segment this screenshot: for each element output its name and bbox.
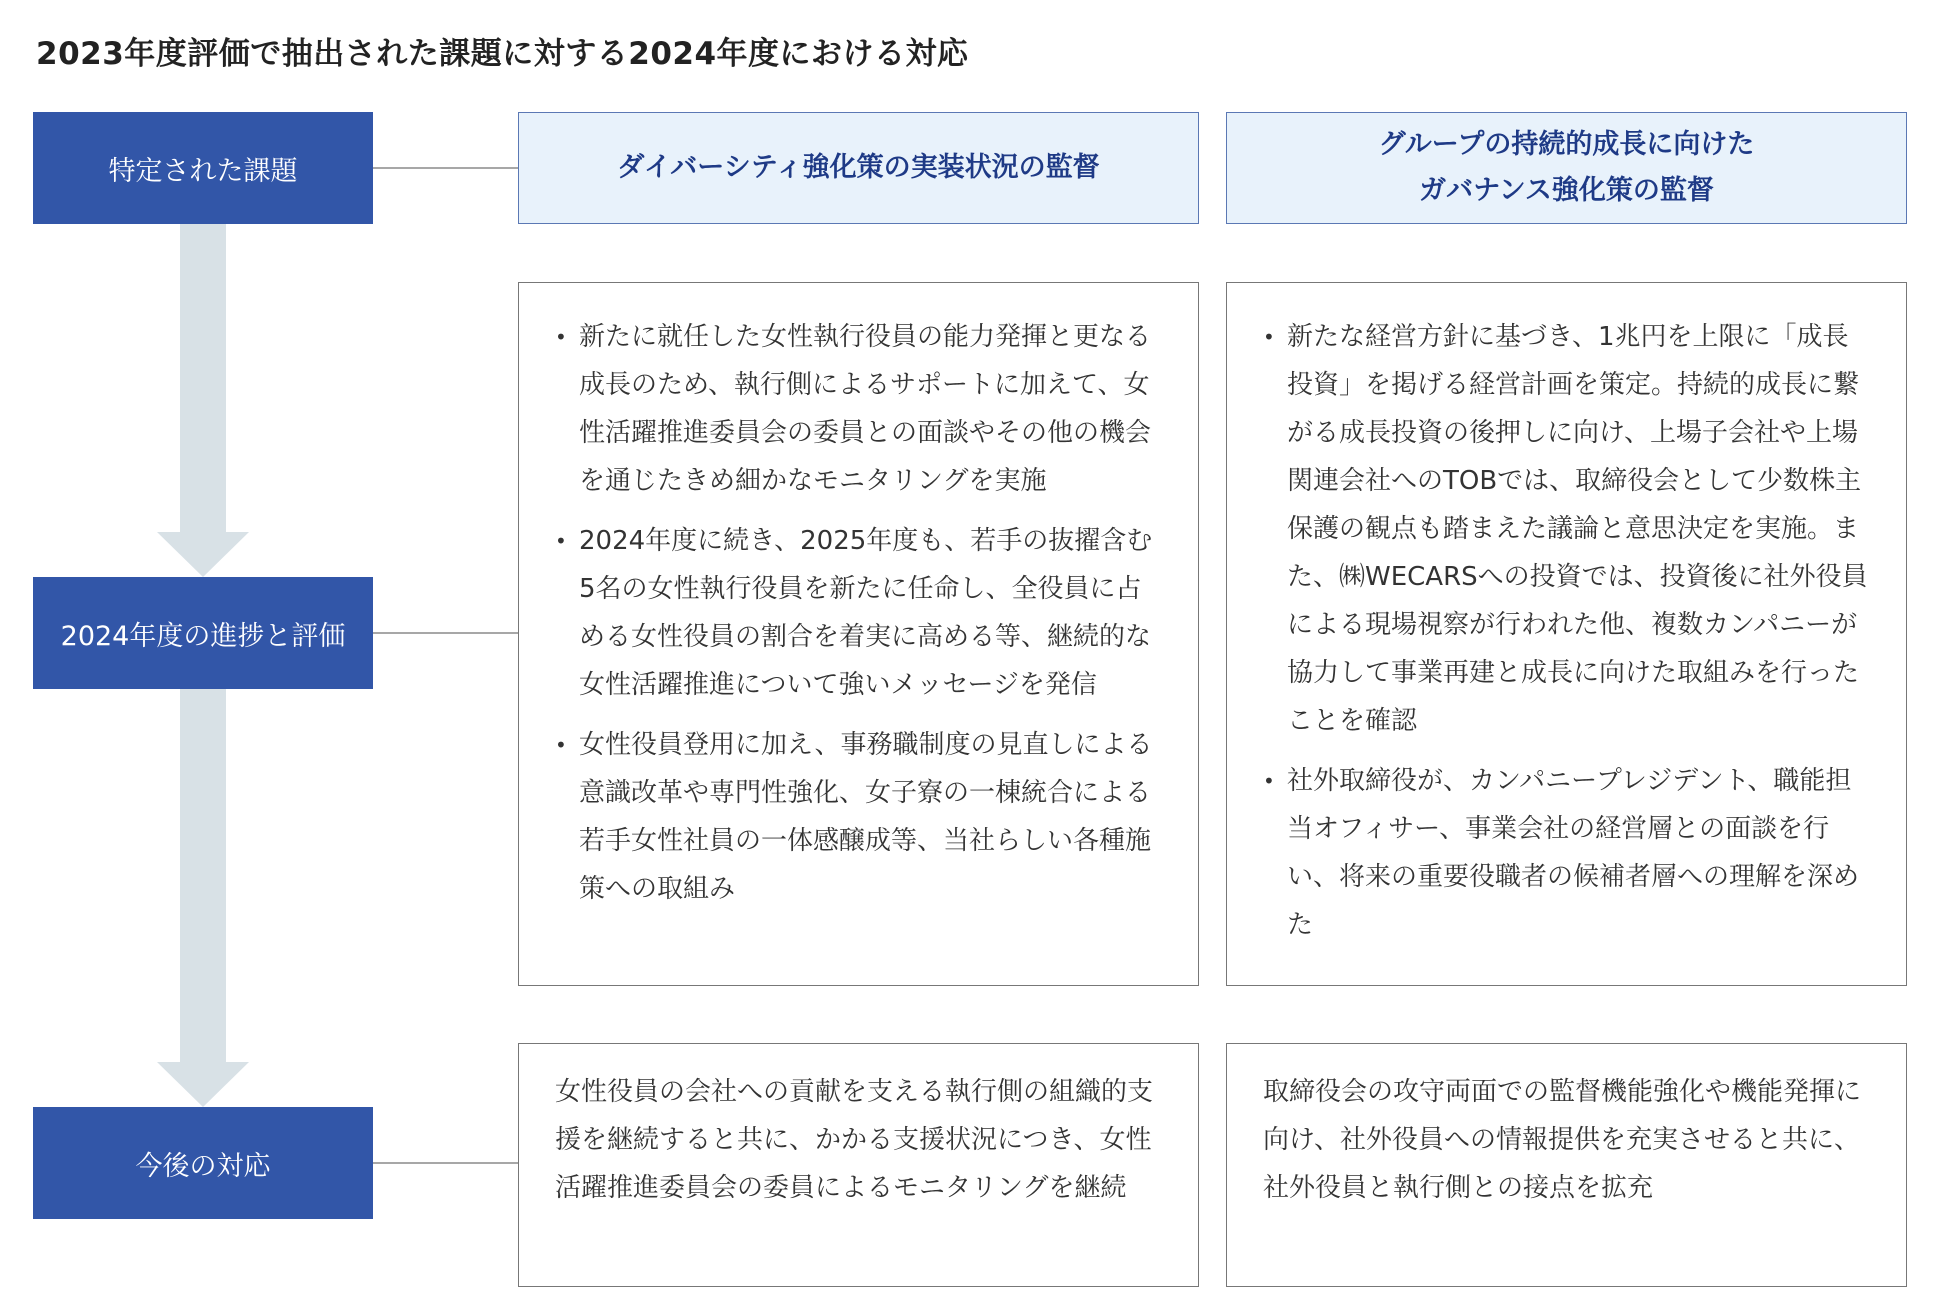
next-action-box-diversity <box>518 1043 1199 1287</box>
progress-bullet: • 新たに就任した女性執行役員の能力発揮と更なる成長のため、執行側によるサポートに加えて、女性活躍推進委員会の委員との面談やその他の機会を通じたきめ細かなモニタリングを実施 <box>555 313 1166 505</box>
theme-header-line: ダイバーシティ強化策の実装状況の監督 <box>617 152 1100 183</box>
stage-label: 2024年度の進捗と評価 <box>60 620 346 652</box>
connector-lines <box>373 168 518 1163</box>
theme-header-diversity <box>518 112 1199 224</box>
progress-bullet: • 女性役員登用に加え、事務職制度の見直しによる意識改革や専門性強化、女子寮の一棟統合による若手女性社員の一体感醸成等、当社らしい各種施策への取組み <box>555 721 1166 913</box>
progress-bullet: • 2024年度に続き、2025年度も、若手の抜擢含む5名の女性執行役員を新たに任命し、全役員に占める女性役員の割合を着実に高める等、継続的な女性活躍推進について強いメッセージを発信 <box>555 517 1166 709</box>
progress-box-governance <box>1226 282 1907 986</box>
progress-bullet: • 社外取締役が、カンパニープレジデント、職能担当オフィサー、事業会社の経営層との面談を行い、将来の重要役職者の候補者層への理解を深めた <box>1263 757 1874 949</box>
stage-label: 今後の対応 <box>135 1150 271 1182</box>
progress-box-diversity <box>518 282 1199 986</box>
flow-arrow-2 <box>157 689 249 1107</box>
progress-bullet: • 新たな経営方針に基づき、1兆円を上限に「成長投資」を掲げる経営計画を策定。持続的成長に繋がる成長投資の後押しに向け、上場子会社や上場関連会社へのTOBでは、取締役会として少数株主保護の観点も踏まえた議論と意思決定を実施。また、㈱WECARSへの投資では、投資後に社外役員による現場視察が行われた他、複数カンパニーが協力して事業再建と成長に向けた取組みを行ったことを確認 <box>1263 313 1874 745</box>
stage-progress-evaluation <box>33 577 373 689</box>
stage-next-actions <box>33 1107 373 1219</box>
next-action-box-governance <box>1226 1043 1907 1287</box>
theme-header-line: ガバナンス強化策の監督 <box>1419 175 1714 206</box>
theme-header-governance <box>1226 112 1907 224</box>
theme-header-line: グループの持続的成長に向けた <box>1378 129 1755 160</box>
stage-identified-issues <box>33 112 373 224</box>
page-title: 2023年度評価で抽出された課題に対する2024年度における対応 <box>36 36 969 72</box>
next-action-text: 女性役員の会社への貢献を支える執行側の組織的支援を継続すると共に、かかる支援状況につき、女性活躍推進委員会の委員によるモニタリングを継続 <box>555 1077 1154 1203</box>
flow-arrow-1 <box>157 224 249 577</box>
stage-label: 特定された課題 <box>108 155 298 187</box>
next-action-text: 取締役会の攻守両面での監督機能強化や機能発揮に向け、社外役員への情報提供を充実させると共に、社外役員と執行側との接点を拡充 <box>1263 1077 1862 1203</box>
